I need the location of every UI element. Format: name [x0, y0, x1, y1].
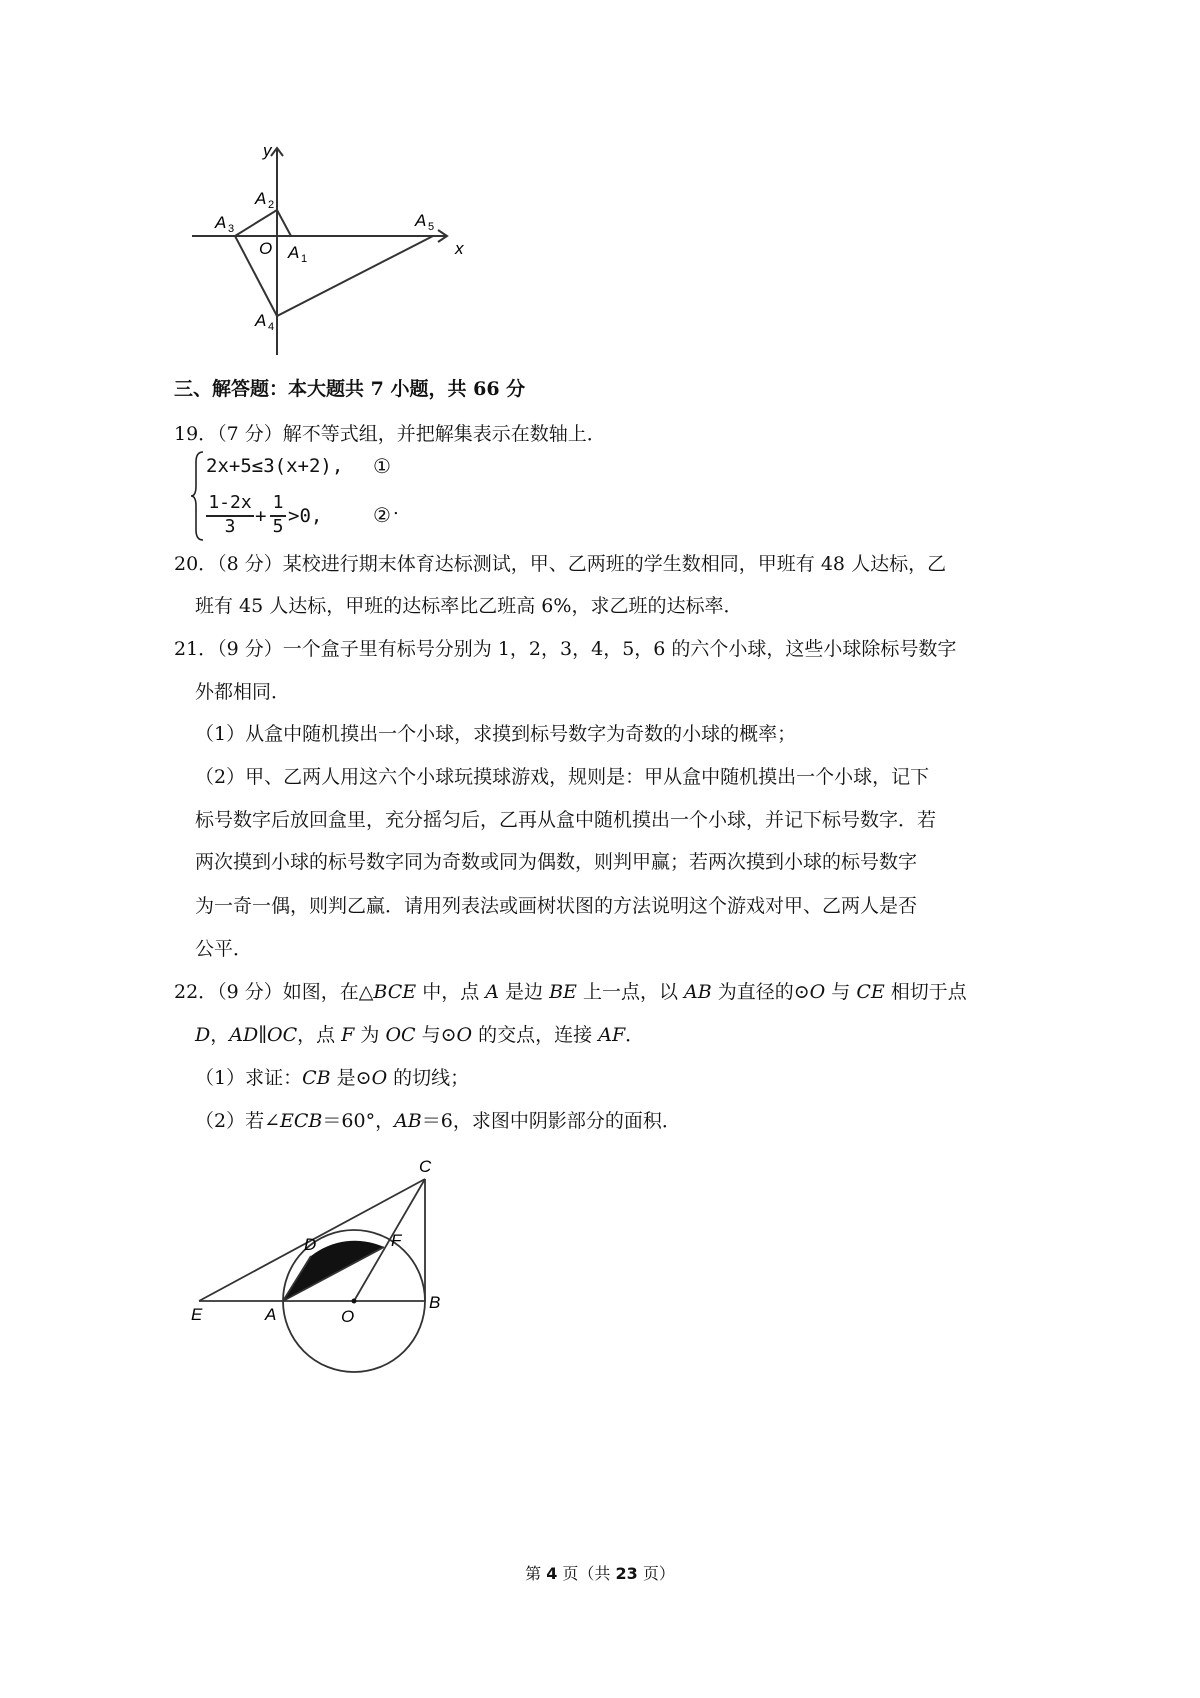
center-point: [352, 1299, 357, 1304]
q22-text: 为直径的⊙: [711, 981, 810, 1003]
greater-than-zero: >0,: [288, 505, 323, 527]
q22-text: 相切于点: [884, 981, 967, 1003]
q22-var: AB: [684, 981, 712, 1003]
q22-text: 中，点: [416, 981, 486, 1003]
point-a4-subscript: 4: [268, 321, 275, 333]
point-a2-subscript: 2: [268, 199, 275, 211]
point-a2-label: A: [255, 189, 267, 208]
q22-text: ＝60°，: [322, 1110, 395, 1132]
point-o-label: O: [341, 1307, 355, 1326]
q22-var: CE: [856, 981, 885, 1003]
point-a1-label: A: [288, 243, 300, 262]
q22-text: （1）求证：: [195, 1067, 303, 1089]
inequality-2-marker: ②: [373, 503, 391, 527]
page-number: 4: [546, 1564, 558, 1583]
question-20-line-1: 20．（8 分）某校进行期末体育达标测试，甲、乙两班的学生数相同，甲班有 48 人达标，乙: [174, 553, 947, 575]
point-a3-subscript: 3: [228, 223, 235, 235]
question-21-part-2-line-4: 为一奇一偶，则判乙赢．请用列表法或画树状图的方法说明这个游戏对甲、乙两人是否: [195, 895, 918, 917]
q22-text: 与⊙: [415, 1024, 457, 1046]
point-a4-label: A: [255, 311, 267, 330]
q22-var: AF: [598, 1024, 626, 1046]
q22-var: F: [341, 1024, 355, 1046]
q22-text: 22．（9 分）如图，在△: [174, 981, 374, 1003]
question-22-line-2: [195, 1023, 644, 1047]
q22-text: 与: [825, 981, 857, 1003]
question-21-part-2-line-1: （2）甲、乙两人用这六个小球玩摸球游戏，规则是：甲从盒中随机摸出一个小球，记下: [195, 766, 930, 788]
point-a-label: A: [265, 1305, 277, 1324]
point-d-label: D: [304, 1235, 317, 1254]
point-a3-label: A: [215, 213, 227, 232]
question-20-line-2: 班有 45 人达标，甲班的达标率比乙班高 6%，求乙班的达标率．: [195, 595, 743, 617]
section-heading-pre: 三、解答题：本大题共: [174, 378, 365, 400]
total-pages: 23: [615, 1564, 638, 1583]
q22-text: ．: [625, 1024, 645, 1046]
question-21-line-1: 21．（9 分）一个盒子里有标号分别为 1，2，3，4，5，6 的六个小球，这些小球除标号数字: [174, 638, 957, 660]
fraction-2-numerator: 1: [272, 492, 284, 513]
q22-var: O: [371, 1067, 388, 1089]
q22-var: O: [809, 981, 826, 1003]
q22-var: OC: [385, 1024, 416, 1046]
q22-text: 的切线；: [387, 1067, 470, 1089]
q22-var: OC: [267, 1024, 298, 1046]
q22-text: ，点: [297, 1024, 342, 1046]
fraction-1-denominator: 3: [224, 516, 236, 537]
fraction-2-denominator: 5: [272, 516, 284, 537]
q22-var: BE: [549, 981, 577, 1003]
section-heading-score: 66: [466, 378, 507, 400]
q22-var: O: [456, 1024, 473, 1046]
section-heading-mid: 小题，共: [390, 378, 467, 400]
circle-tangent-figure: [185, 1150, 465, 1375]
q22-text: 为: [354, 1024, 386, 1046]
point-f-label: F: [391, 1231, 402, 1250]
point-b-label: B: [429, 1293, 441, 1312]
point-a5-subscript: 5: [428, 221, 435, 233]
inequality-1: 2x+5≤3(x+2),: [206, 455, 344, 477]
point-a5-label: A: [415, 211, 427, 230]
page-footer: [0, 1561, 1200, 1584]
q22-var: BCE: [373, 981, 417, 1003]
point-c-label: C: [419, 1157, 432, 1176]
footer-post: 页）: [637, 1564, 675, 1583]
question-22-part-2: [195, 1109, 681, 1133]
x-axis-label: x: [455, 239, 464, 258]
question-21-part-2-line-5: 公平．: [195, 938, 253, 960]
footer-mid: 页（共: [557, 1564, 616, 1583]
point-a1-subscript: 1: [301, 253, 308, 265]
q22-text: ＝6，求图中阴影部分的面积．: [421, 1110, 681, 1132]
question-22-part-1: [195, 1066, 469, 1090]
left-brace: [190, 450, 206, 542]
spiral-path: [235, 210, 433, 316]
q22-var: CB: [302, 1067, 331, 1089]
q22-text: 上一点，以: [576, 981, 685, 1003]
section-heading: [174, 377, 525, 401]
q22-text: ，: [210, 1024, 230, 1046]
question-21-part-2-line-3: 两次摸到小球的标号数字同为奇数或同为偶数，则判甲赢；若两次摸到小球的标号数字: [195, 851, 918, 873]
q22-text: ∥: [258, 1024, 267, 1046]
section-heading-count: 7: [364, 378, 391, 400]
question-21-line-2: 外都相同．: [195, 681, 291, 703]
question-21-part-2-line-2: 标号数字后放回盒里，充分摇匀后，乙再从盒中随机摸出一个小球，并记下标号数字．若: [195, 809, 937, 831]
q22-var: D: [195, 1024, 211, 1046]
q22-var: ECB: [280, 1110, 323, 1132]
section-heading-post: 分: [506, 378, 526, 400]
fraction-1-numerator: 1-2x: [208, 492, 252, 513]
question-21-part-1: （1）从盒中随机摸出一个小球，求摸到标号数字为奇数的小球的概率；: [195, 723, 797, 745]
q22-var: AB: [394, 1110, 422, 1132]
y-axis-label: y: [263, 141, 272, 160]
system-end-period: .: [393, 498, 399, 519]
q22-text: （2）若∠: [195, 1110, 281, 1132]
point-e-label: E: [191, 1305, 203, 1324]
q22-var: A: [485, 981, 499, 1003]
question-22-line-1: [174, 980, 967, 1004]
q22-text: 的交点，连接: [472, 1024, 599, 1046]
inequality-1-marker: ①: [373, 454, 391, 478]
origin-label: O: [259, 239, 273, 258]
question-19-text: 19．（7 分）解不等式组，并把解集表示在数轴上．: [174, 423, 606, 445]
q22-var: AD: [229, 1024, 259, 1046]
coordinate-figure: [185, 140, 485, 360]
inequality-system: [190, 450, 430, 542]
q22-text: 是⊙: [330, 1067, 372, 1089]
footer-pre: 第: [525, 1564, 547, 1583]
plus-sign: +: [255, 505, 267, 527]
q22-text: 是边: [498, 981, 550, 1003]
